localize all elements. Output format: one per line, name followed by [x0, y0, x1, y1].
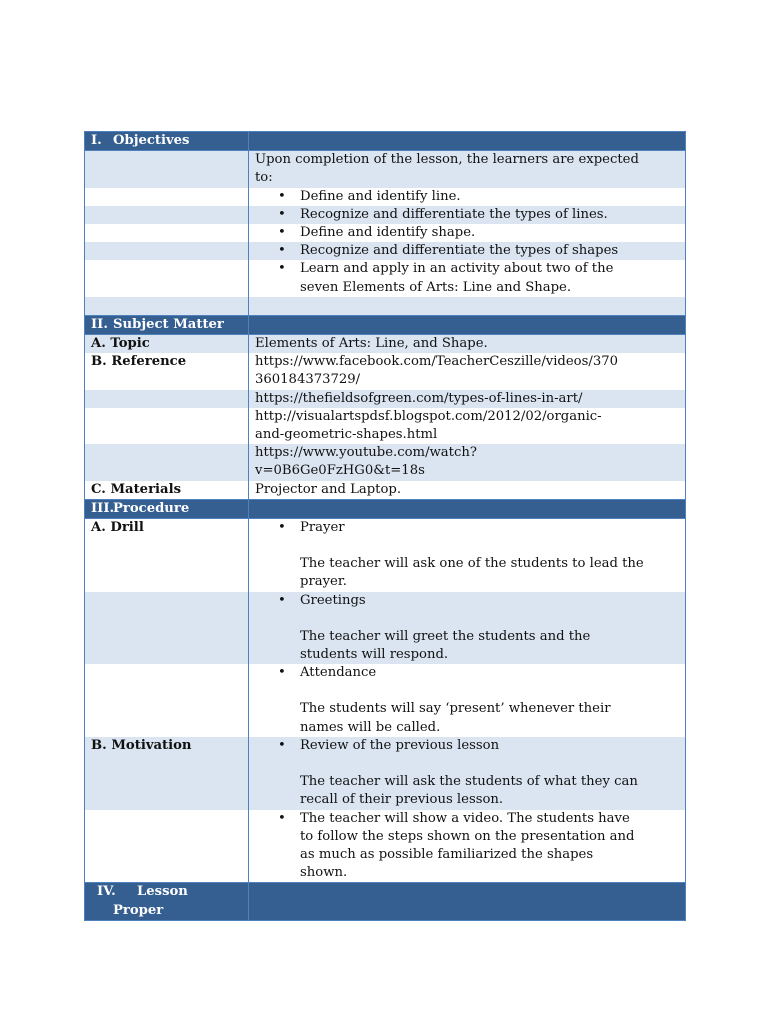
objectives-intro: Upon completion of the lesson, the learners are expected to: — [249, 151, 686, 188]
objective-item: • Recognize and differentiate the types of lines. — [255, 206, 679, 224]
drill-item-title: • Prayer — [255, 519, 679, 537]
reference-row — [85, 444, 686, 480]
objective-item: • Define and identify shape. — [255, 224, 679, 242]
objective-row — [85, 206, 686, 224]
motivation-label: B. Motivation — [85, 737, 249, 810]
reference-row — [85, 408, 686, 444]
drill-row: • Greetings The teacher will greet the students and the students will respond. — [85, 592, 686, 665]
objective-row — [85, 188, 686, 206]
procedure-heading: III.Procedure — [85, 499, 249, 518]
lesson-plan-table — [84, 131, 686, 921]
subject-matter-header-row — [85, 315, 686, 334]
reference-link[interactable]: 360184373729/ — [255, 372, 361, 388]
topic-value: Elements of Arts: Line, and Shape. — [249, 335, 686, 354]
objective-item: • Learn and apply in an activity about two of the — [255, 260, 679, 278]
drill-label: A. Drill — [85, 519, 249, 592]
motivation-row: • The teacher will show a video. The students have to follow the steps shown on the presentation and as much as possible familiarized the shapes shown. — [85, 810, 686, 883]
motivation-row: B. Motivation • Review of the previous lesson The teacher will ask the students of what they can recall of their previous lesson. — [85, 737, 686, 810]
lesson-proper-header-row — [85, 883, 686, 920]
reference-link[interactable]: https://www.youtube.com/watch? — [255, 445, 477, 461]
objective-row — [85, 242, 686, 260]
objective-row — [85, 224, 686, 242]
drill-item-title: • Greetings — [255, 592, 679, 610]
reference-row — [85, 390, 686, 408]
motivation-item: • The teacher will show a video. The students have — [255, 810, 679, 828]
procedure-header-row — [85, 499, 686, 518]
reference-label: B. Reference — [85, 353, 249, 389]
objective-item: • Define and identify line. — [255, 188, 679, 206]
reference-link[interactable]: http://visualartspdsf.blogspot.com/2012/02/organic- — [255, 408, 602, 424]
materials-value: Projector and Laptop. — [249, 481, 686, 500]
objective-row: • Learn and apply in an activity about two of the seven Elements of Arts: Line and Shape. — [85, 260, 686, 296]
motivation-item-title: • Review of the previous lesson — [255, 737, 679, 755]
reference-link[interactable]: v=0B6Ge0FzHG0&t=18s — [255, 463, 425, 479]
topic-label: A. Topic — [85, 335, 249, 354]
objective-item: • Recognize and differentiate the types of shapes — [255, 242, 679, 260]
topic-row — [85, 335, 686, 354]
drill-row: • Attendance The students will say ‘present’ whenever their names will be called. — [85, 664, 686, 737]
reference-row — [85, 353, 686, 389]
lesson-proper-heading: IV. Lesson Proper — [85, 883, 249, 920]
objectives-heading: I. Objectives — [85, 132, 249, 151]
drill-row: A. Drill • Prayer The teacher will ask one of the students to lead the prayer. — [85, 519, 686, 592]
drill-item-title: • Attendance — [255, 664, 679, 682]
reference-link[interactable]: https://thefieldsofgreen.com/types-of-lines-in-art/ — [255, 390, 583, 406]
materials-row — [85, 481, 686, 500]
reference-link[interactable]: and-geometric-shapes.html — [255, 427, 438, 443]
objectives-header-row — [85, 132, 686, 151]
spacer-row — [85, 297, 686, 316]
reference-link[interactable]: https://www.facebook.com/TeacherCeszille/videos/370 — [255, 354, 619, 370]
objectives-intro-row — [85, 151, 686, 188]
subject-matter-heading: II. Subject Matter — [85, 315, 249, 334]
materials-label: C. Materials — [85, 481, 249, 500]
